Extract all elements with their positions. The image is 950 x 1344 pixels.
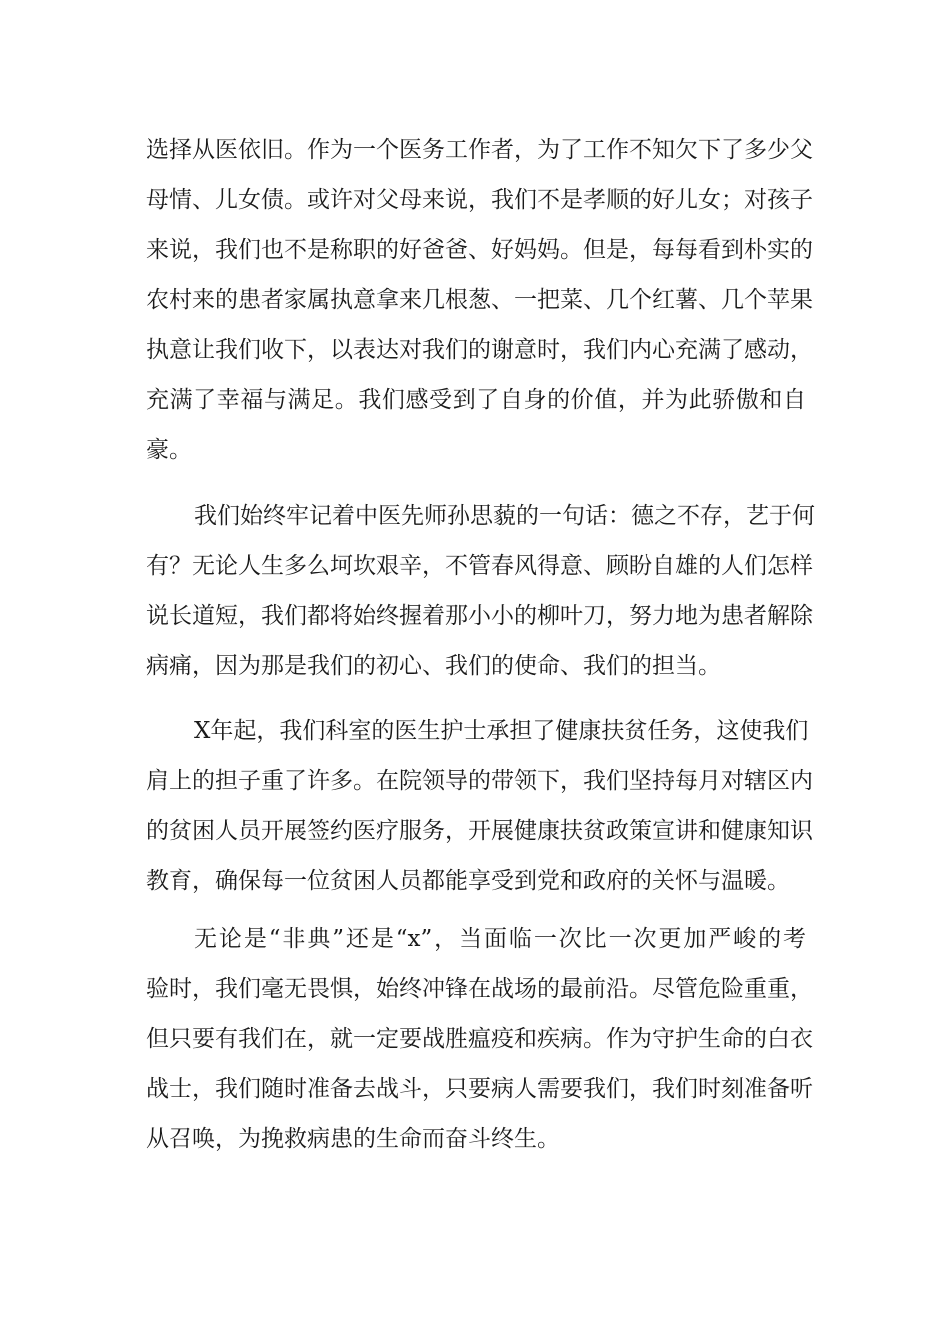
text-line: 选择从医依旧。作为一个医务工作者，为了工作不知欠下了多少父 — [146, 137, 813, 163]
text-line: 战士，我们随时准备去战斗，只要病人需要我们，我们时刻准备听 — [146, 1076, 813, 1102]
text-line: 的贫困人员开展签约医疗服务，开展健康扶贫政策宣讲和健康知识 — [146, 818, 813, 844]
paragraph-first-line: X年起，我们科室的医生护士承担了健康扶贫任务，这使我们 — [194, 718, 809, 744]
text-line: 肩上的担子重了许多。在院领导的带领下，我们坚持每月对辖区内 — [146, 768, 813, 794]
text-line: 验时，我们毫无畏惧，始终冲锋在战场的最前沿。尽管危险重重， — [146, 976, 813, 1002]
text-line: 病痛，因为那是我们的初心、我们的使命、我们的担当。 — [146, 653, 721, 679]
text-line: 从召唤，为挽救病患的生命而奋斗终生。 — [146, 1126, 560, 1152]
text-line: 教育，确保每一位贫困人员都能享受到党和政府的关怀与温暖。 — [146, 868, 790, 894]
text-line: 农村来的患者家属执意拿来几根葱、一把菜、几个红薯、几个苹果 — [146, 287, 813, 313]
text-line: 母情、儿女债。或许对父母来说，我们不是孝顺的好儿女；对孩子 — [146, 187, 813, 213]
text-line: 有？无论人生多么坷坎艰辛，不管春风得意、顾盼自雄的人们怎样 — [146, 553, 813, 579]
paragraph-first-line: 我们始终牢记着中医先师孙思藐的一句话：德之不存，艺于何 — [194, 503, 815, 529]
text-line: 豪。 — [146, 437, 192, 463]
paragraph-first-line: 无论是“非典”还是“x”，当面临一次比一次更加严峻的考 — [194, 926, 806, 952]
text-line: 充满了幸福与满足。我们感受到了自身的价值，并为此骄傲和自 — [146, 387, 806, 413]
text-line: 但只要有我们在，就一定要战胜瘟疫和疾病。作为守护生命的白衣 — [146, 1026, 813, 1052]
text-line: 说长道短，我们都将始终握着那小小的柳叶刀，努力地为患者解除 — [146, 603, 813, 629]
text-line: 执意让我们收下，以表达对我们的谢意时，我们内心充满了感动， — [146, 337, 813, 363]
text-line: 来说，我们也不是称职的好爸爸、好妈妈。但是，每每看到朴实的 — [146, 237, 813, 263]
